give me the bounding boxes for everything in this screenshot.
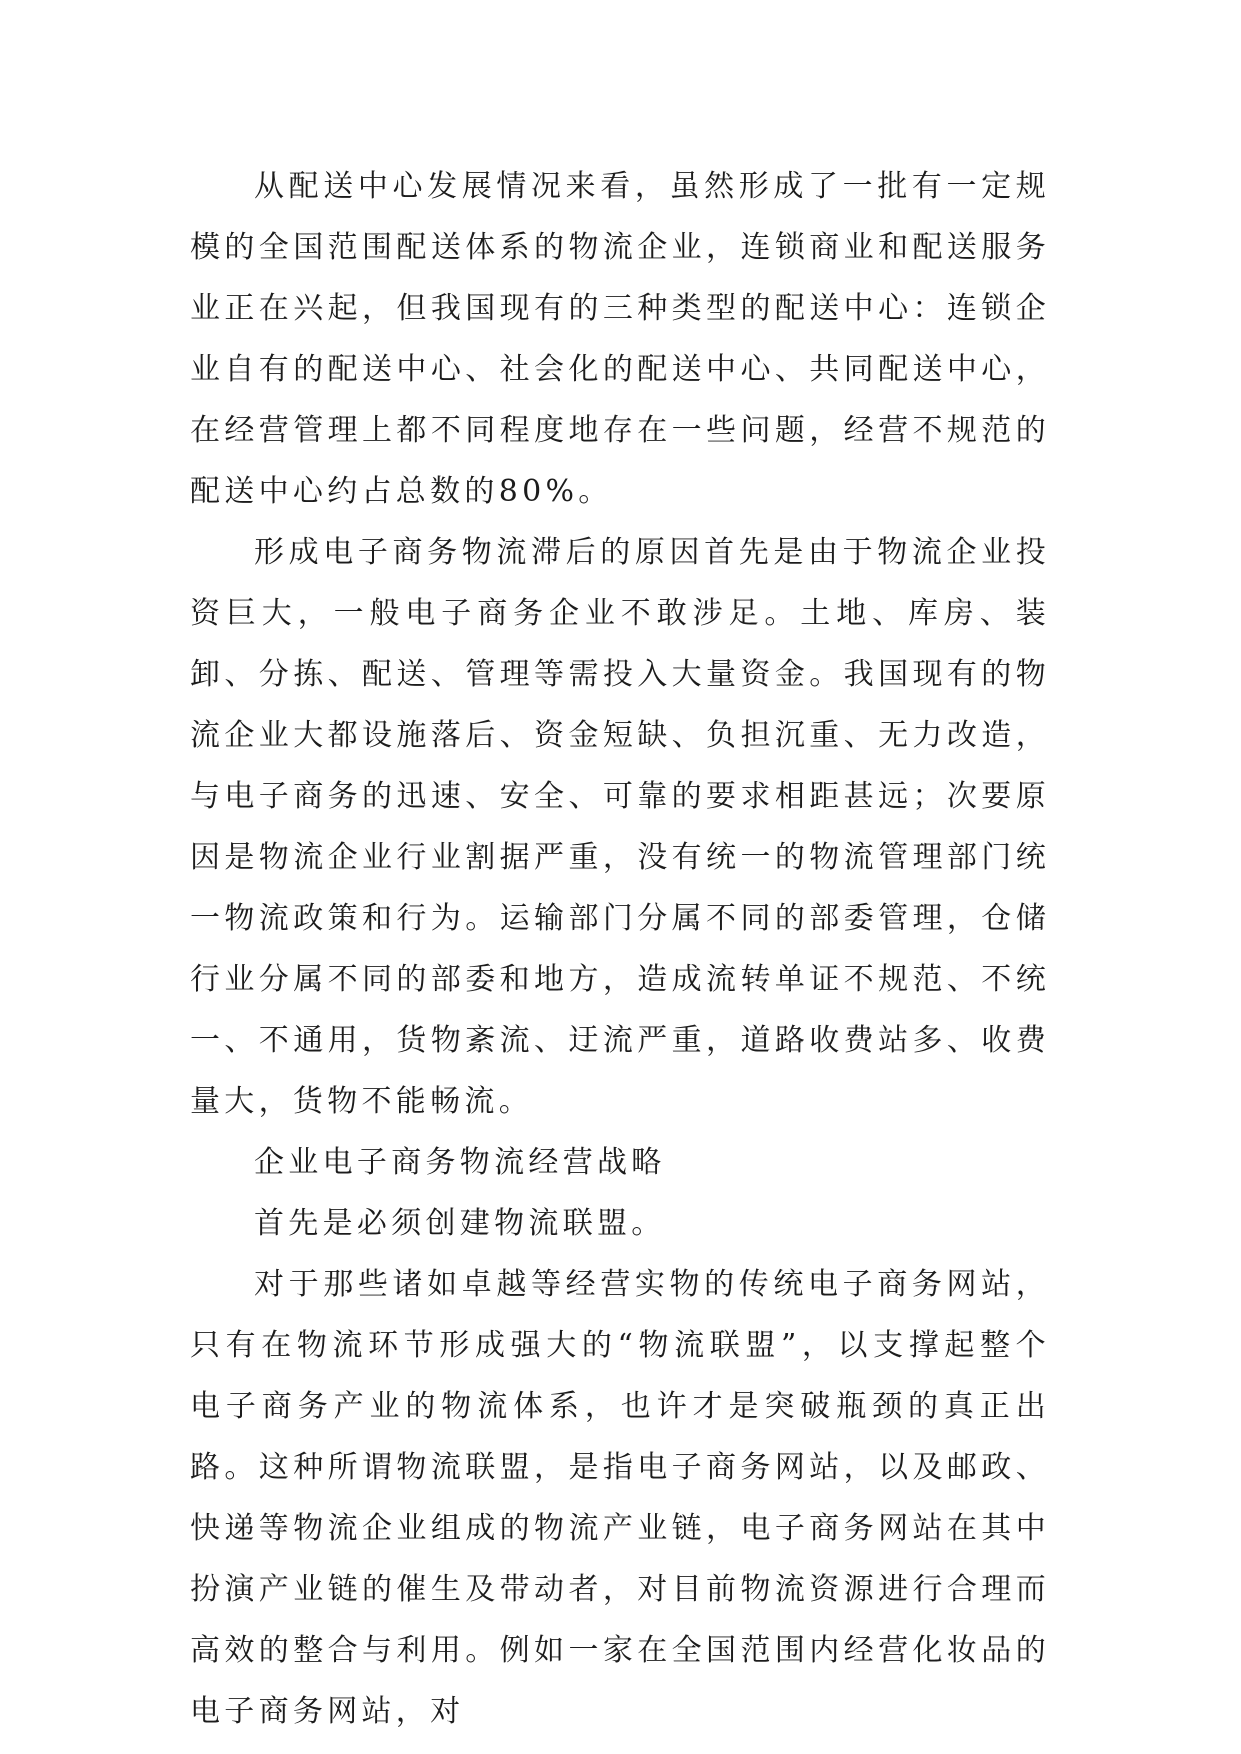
paragraph-logistics-alliance: 对于那些诸如卓越等经营实物的传统电子商务网站，只有在物流环节形成强大的“物流联盟”，以支撑起整个电子商务产业的物流体系，也许才是突破瓶颈的真正出路。这种所谓物流联盟，是指电子商务网站，以及邮政、快递等物流企业组成的物流产业链，电子商务网站在其中扮演产业链的催生及带动者，对目前物流资源进行合理而高效的整合与利用。例如一家在全国范围内经营化妆品的电子商务网站，对 <box>190 1267 1050 1729</box>
document-body <box>190 156 1050 1742</box>
subheading-logistics-alliance: 首先是必须创建物流联盟。 <box>254 1206 666 1241</box>
section-heading-strategy: 企业电子商务物流经营战略 <box>254 1145 666 1180</box>
paragraph-distribution-centers: 从配送中心发展情况来看，虽然形成了一批有一定规模的全国范围配送体系的物流企业，连锁商业和配送服务业正在兴起，但我国现有的三种类型的配送中心：连锁企业自有的配送中心、社会化的配送中心、共同配送中心，在经营管理上都不同程度地存在一些问题，经营不规范的配送中心约占总数的80%。 <box>190 169 1050 509</box>
paragraph-logistics-lag-causes: 形成电子商务物流滞后的原因首先是由于物流企业投资巨大，一般电子商务企业不敢涉足。土地、库房、装卸、分拣、配送、管理等需投入大量资金。我国现有的物流企业大都设施落后、资金短缺、负担沉重、无力改造，与电子商务的迅速、安全、可靠的要求相距甚远；次要原因是物流企业行业割据严重，没有统一的物流管理部门统一物流政策和行为。运输部门分属不同的部委管理，仓储行业分属不同的部委和地方，造成流转单证不规范、不统一、不通用，货物紊流、迂流严重，道路收费站多、收费量大，货物不能畅流。 <box>190 535 1050 1119</box>
